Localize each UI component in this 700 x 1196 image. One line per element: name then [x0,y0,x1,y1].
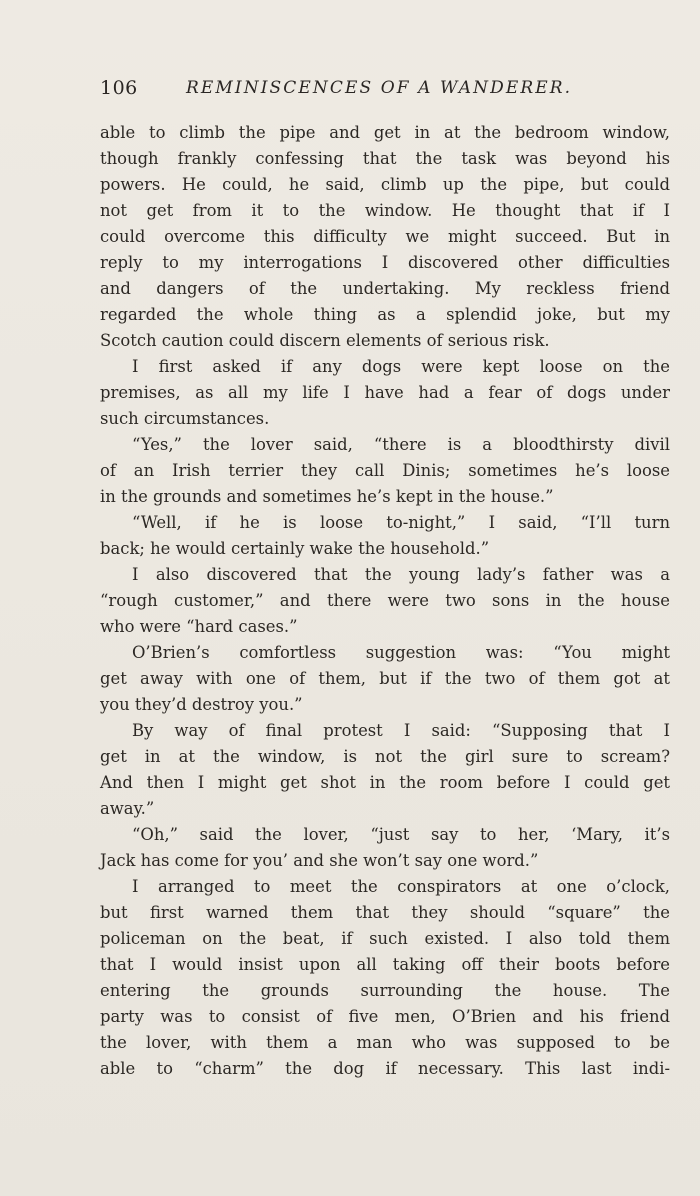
page-number: 106 [100,77,138,99]
text-line: Scotch caution could discern elements of serious risk. [100,331,550,350]
text-line: party was to consist of five men, O’Brien and his friend [100,1007,670,1026]
text-line: “Oh,” said the lover, “just say to her, ‘Mary, it’s [132,825,670,844]
running-title: REMINISCENCES OF A WANDERER. [186,78,573,98]
text-line: Jack has come for you’ and she won’t say one word.” [100,851,539,870]
text-line: you they’d destroy you.” [100,695,303,714]
page-header [100,77,670,105]
text-line: but first warned them that they should “square” the [100,903,670,922]
text-line: though frankly confessing that the task was beyond his [100,149,670,168]
text-line: regarded the whole thing as a splendid joke, but my [100,305,670,324]
text-line: get in at the window, is not the girl sure to scream? [100,747,670,766]
text-line: O’Brien’s comfortless suggestion was: “You might [132,643,670,662]
text-line: By way of final protest I said: “Supposing that I [132,721,670,740]
text-line: “Well, if he is loose to-night,” I said, “I’ll turn [132,513,670,532]
text-line: and dangers of the undertaking. My reckless friend [100,279,670,298]
text-line: that I would insist upon all taking off their boots before [100,955,670,974]
text-line: in the grounds and sometimes he’s kept in the house.” [100,487,554,506]
text-line: could overcome this difficulty we might succeed. But in [100,227,670,246]
text-line: I also discovered that the young lady’s father was a [132,565,670,584]
text-line: And then I might get shot in the room before I could get [100,773,670,792]
text-line: such circumstances. [100,409,270,428]
text-line: entering the grounds surrounding the house. The [100,981,670,1000]
text-line: able to climb the pipe and get in at the bedroom window, [100,123,670,142]
text-line: back; he would certainly wake the household.” [100,539,490,558]
text-line: “rough customer,” and there were two sons in the house [100,591,670,610]
text-line: the lover, with them a man who was supposed to be [100,1033,670,1052]
text-line: able to “charm” the dog if necessary. This last indi- [100,1059,670,1078]
text-line: premises, as all my life I have had a fear of dogs under [100,383,670,402]
text-line: not get from it to the window. He thought that if I [100,201,670,220]
text-line: I first asked if any dogs were kept loose on the [132,357,670,376]
text-line: get away with one of them, but if the two of them got at [100,669,670,688]
text-line: who were “hard cases.” [100,617,298,636]
text-line: reply to my interrogations I discovered other difficulties [100,253,670,272]
text-line: powers. He could, he said, climb up the pipe, but could [100,175,670,194]
text-line: “Yes,” the lover said, “there is a bloodthirsty divil [132,435,670,454]
text-line: I arranged to meet the conspirators at one o’clock, [132,877,670,896]
text-line: policeman on the beat, if such existed. I also told them [100,929,670,948]
text-line: of an Irish terrier they call Dinis; sometimes he’s loose [100,461,670,480]
text-line: away.” [100,799,155,818]
body-text [100,120,670,1082]
